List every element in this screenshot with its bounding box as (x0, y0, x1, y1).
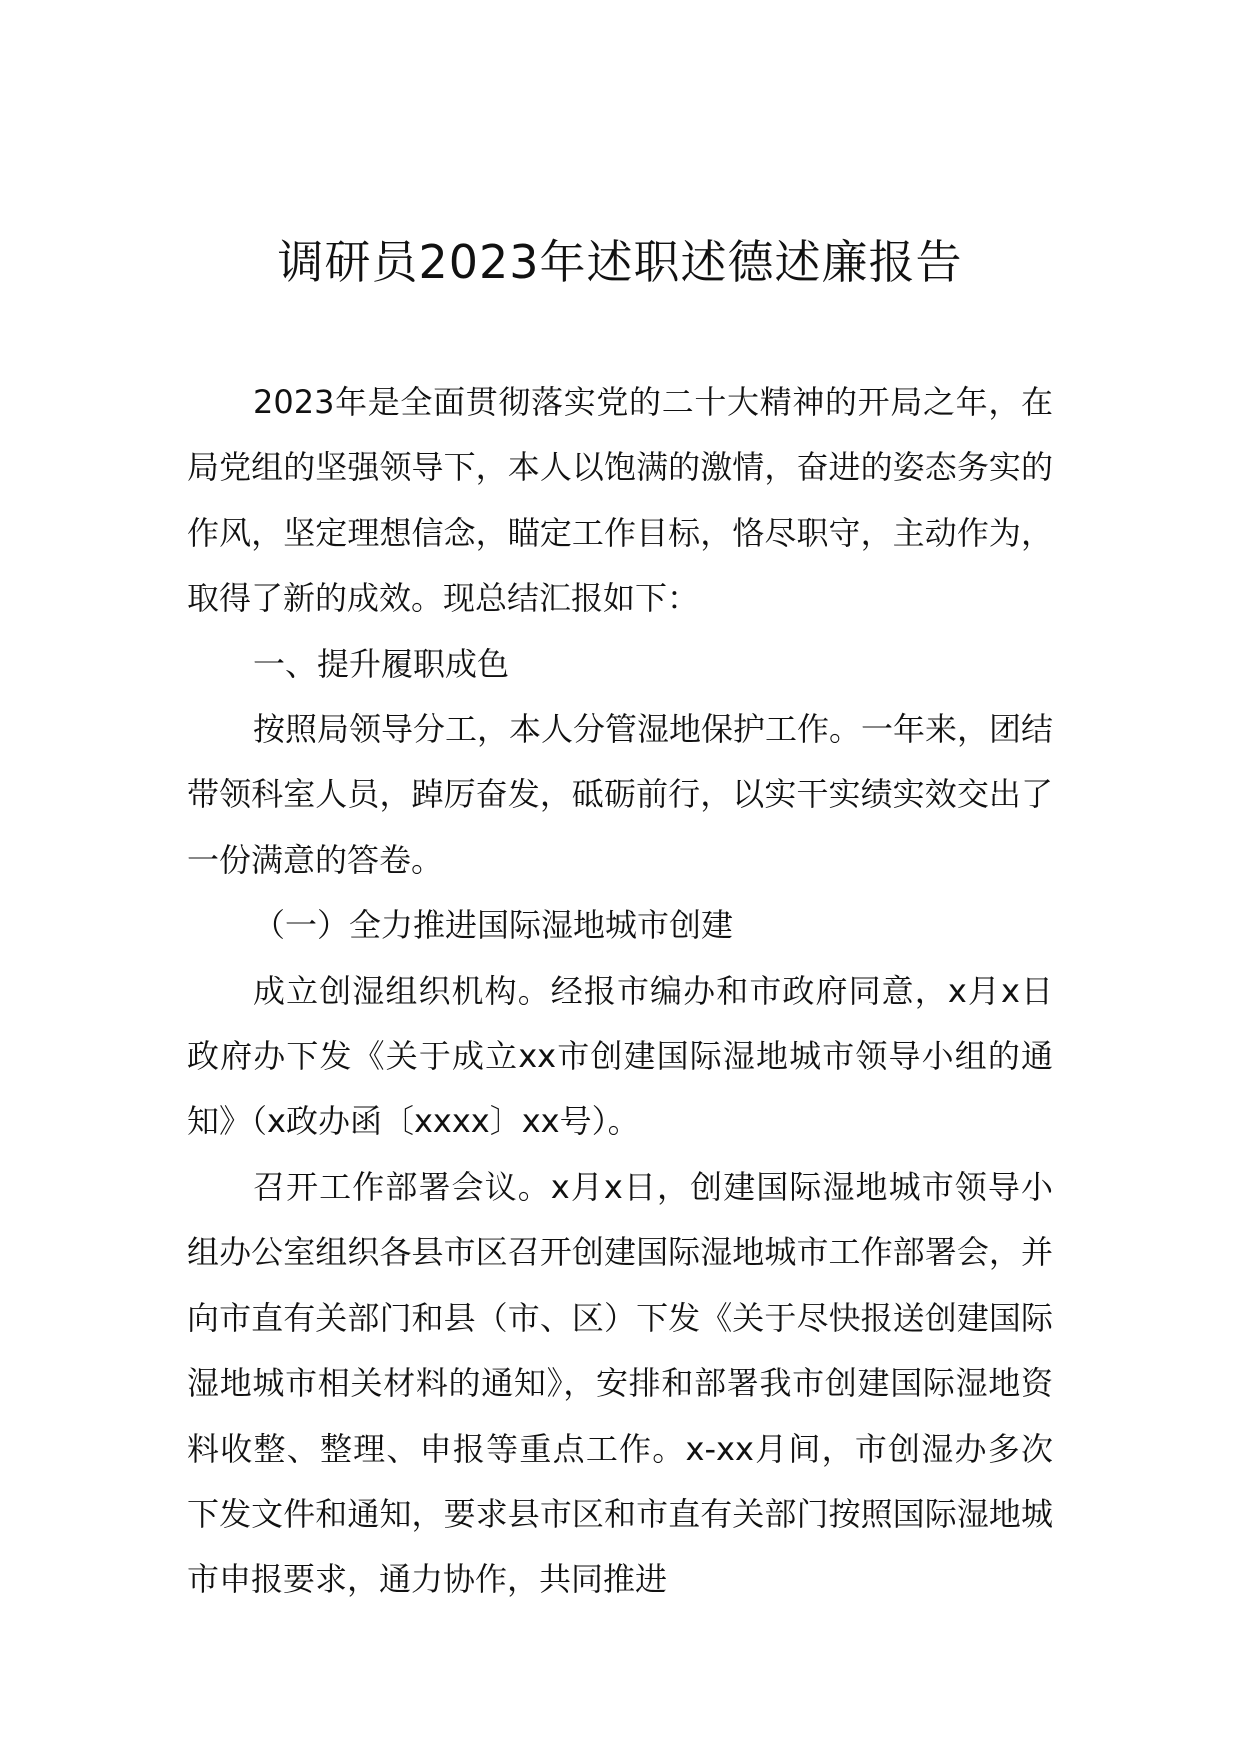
paragraph-duty: 按照局领导分工，本人分管湿地保护工作。一年来，团结带领科室人员，踔厉奋发，砥砺前行，以实干实绩实效交出了一份满意的答卷。 (187, 710, 1054, 879)
section-heading-1: 一、提升履职成色 (253, 644, 510, 683)
paragraph-meeting: 召开工作部署会议。x月x日，创建国际湿地城市领导小组办公室组织各县市区召开创建国际湿地城市工作部署会，并向市直有关部门和县（市、区）下发《关于尽快报送创建国际湿地城市相关材料的通知》，安排和部署我市创建国际湿地资料收整、整理、申报等重点工作。x-xx月间，市创湿办多次下发文件和通知，要求县市区和市直有关部门按照国际湿地城市申报要求，通力协作，共同推进 (187, 1167, 1053, 1599)
subsection-heading-1: （一）全力推进国际湿地城市创建 (253, 906, 734, 945)
document-title: 调研员2023年述职述德述廉报告 (277, 235, 963, 289)
paragraph-organization: 成立创湿组织机构。经报市编办和市政府同意，x月x日政府办下发《关于成立xx市创建国际湿地城市领导小组的通知》（x政办函〔xxxx〕xx号）。 (187, 971, 1053, 1141)
paragraph-intro: 2023年是全面贯彻落实党的二十大精神的开局之年，在局党组的坚强领导下，本人以饱满的激情，奋进的姿态务实的作风，坚定理想信念，瞄定工作目标，恪尽职守，主动作为，取得了新的成效。现总结汇报如下： (187, 383, 1053, 618)
document-body (187, 370, 1053, 1613)
